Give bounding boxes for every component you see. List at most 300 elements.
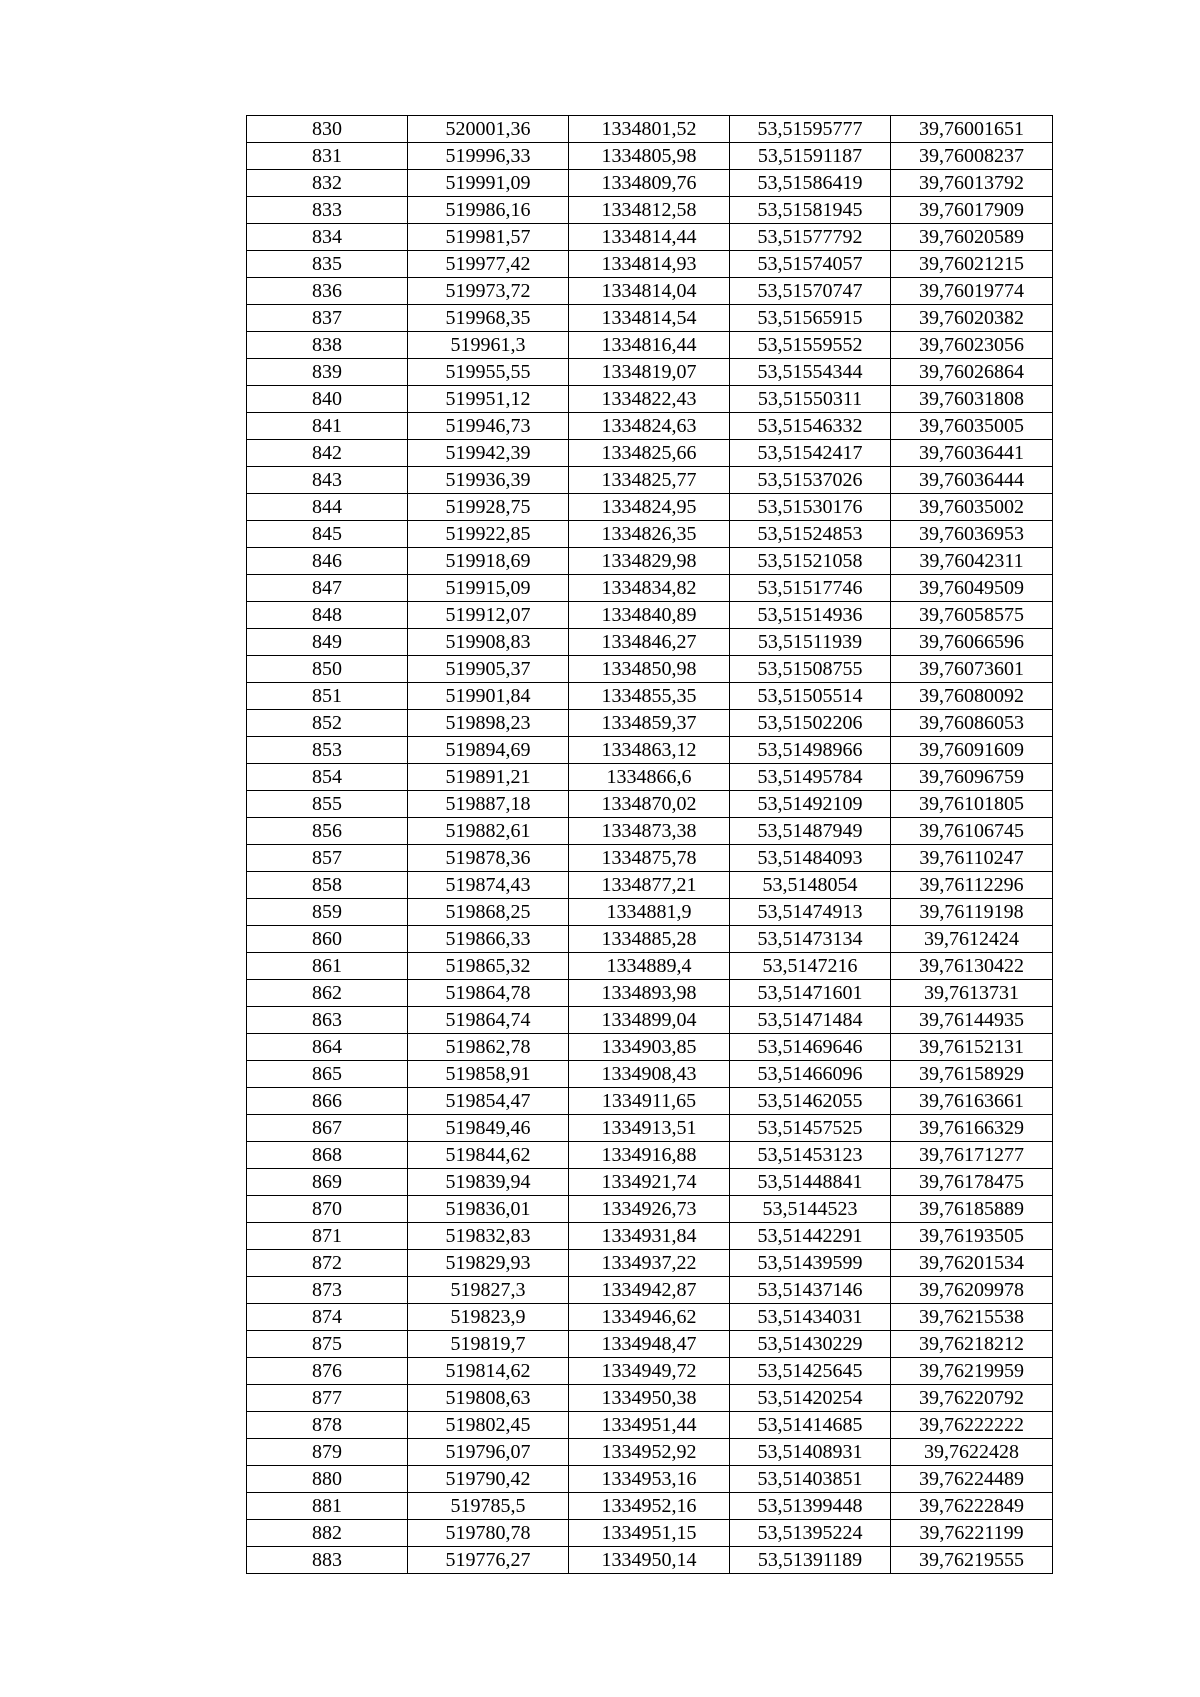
point-number-cell: 882: [247, 1520, 408, 1547]
x-coordinate-cell: 519973,72: [408, 278, 569, 305]
table-row: [247, 386, 1053, 413]
y-coordinate-cell: 1334850,98: [569, 656, 730, 683]
latitude-cell: 53,51425645: [730, 1358, 891, 1385]
point-number-cell: 872: [247, 1250, 408, 1277]
x-coordinate-cell: 519908,83: [408, 629, 569, 656]
x-coordinate-cell: 519865,32: [408, 953, 569, 980]
y-coordinate-cell: 1334855,35: [569, 683, 730, 710]
y-coordinate-cell: 1334950,14: [569, 1547, 730, 1574]
table-row: [247, 1547, 1053, 1574]
latitude-cell: 53,51474913: [730, 899, 891, 926]
table-row: [247, 467, 1053, 494]
point-number-cell: 833: [247, 197, 408, 224]
coordinates-table: [246, 115, 1053, 1574]
table-row: [247, 305, 1053, 332]
point-number-cell: 835: [247, 251, 408, 278]
table-row: [247, 1358, 1053, 1385]
latitude-cell: 53,51414685: [730, 1412, 891, 1439]
x-coordinate-cell: 519866,33: [408, 926, 569, 953]
longitude-cell: 39,76096759: [891, 764, 1053, 791]
table-row: [247, 1007, 1053, 1034]
y-coordinate-cell: 1334931,84: [569, 1223, 730, 1250]
point-number-cell: 870: [247, 1196, 408, 1223]
x-coordinate-cell: 519829,93: [408, 1250, 569, 1277]
latitude-cell: 53,5144523: [730, 1196, 891, 1223]
y-coordinate-cell: 1334870,02: [569, 791, 730, 818]
point-number-cell: 845: [247, 521, 408, 548]
latitude-cell: 53,51508755: [730, 656, 891, 683]
latitude-cell: 53,5148054: [730, 872, 891, 899]
point-number-cell: 879: [247, 1439, 408, 1466]
latitude-cell: 53,51420254: [730, 1385, 891, 1412]
x-coordinate-cell: 519928,75: [408, 494, 569, 521]
latitude-cell: 53,51448841: [730, 1169, 891, 1196]
latitude-cell: 53,51521058: [730, 548, 891, 575]
point-number-cell: 868: [247, 1142, 408, 1169]
x-coordinate-cell: 519882,61: [408, 818, 569, 845]
y-coordinate-cell: 1334948,47: [569, 1331, 730, 1358]
longitude-cell: 39,76017909: [891, 197, 1053, 224]
longitude-cell: 39,76020589: [891, 224, 1053, 251]
x-coordinate-cell: 519862,78: [408, 1034, 569, 1061]
table-row: [247, 1493, 1053, 1520]
x-coordinate-cell: 519898,23: [408, 710, 569, 737]
latitude-cell: 53,51550311: [730, 386, 891, 413]
x-coordinate-cell: 519796,07: [408, 1439, 569, 1466]
latitude-cell: 53,51554344: [730, 359, 891, 386]
table-row: [247, 251, 1053, 278]
longitude-cell: 39,76091609: [891, 737, 1053, 764]
latitude-cell: 53,51403851: [730, 1466, 891, 1493]
y-coordinate-cell: 1334814,04: [569, 278, 730, 305]
longitude-cell: 39,7612424: [891, 926, 1053, 953]
table-row: [247, 737, 1053, 764]
latitude-cell: 53,51498966: [730, 737, 891, 764]
table-row: [247, 1520, 1053, 1547]
y-coordinate-cell: 1334809,76: [569, 170, 730, 197]
table-row: [247, 1088, 1053, 1115]
table-row: [247, 980, 1053, 1007]
table-row: [247, 764, 1053, 791]
point-number-cell: 850: [247, 656, 408, 683]
longitude-cell: 39,76171277: [891, 1142, 1053, 1169]
point-number-cell: 853: [247, 737, 408, 764]
point-number-cell: 877: [247, 1385, 408, 1412]
x-coordinate-cell: 519991,09: [408, 170, 569, 197]
point-number-cell: 839: [247, 359, 408, 386]
longitude-cell: 39,76185889: [891, 1196, 1053, 1223]
table-row: [247, 170, 1053, 197]
table-row: [247, 332, 1053, 359]
latitude-cell: 53,51457525: [730, 1115, 891, 1142]
x-coordinate-cell: 519915,09: [408, 575, 569, 602]
point-number-cell: 837: [247, 305, 408, 332]
point-number-cell: 863: [247, 1007, 408, 1034]
longitude-cell: 39,76080092: [891, 683, 1053, 710]
latitude-cell: 53,51442291: [730, 1223, 891, 1250]
point-number-cell: 830: [247, 116, 408, 143]
longitude-cell: 39,76035005: [891, 413, 1053, 440]
y-coordinate-cell: 1334899,04: [569, 1007, 730, 1034]
table-row: [247, 1439, 1053, 1466]
latitude-cell: 53,51595777: [730, 116, 891, 143]
x-coordinate-cell: 519878,36: [408, 845, 569, 872]
longitude-cell: 39,76112296: [891, 872, 1053, 899]
point-number-cell: 836: [247, 278, 408, 305]
x-coordinate-cell: 519776,27: [408, 1547, 569, 1574]
point-number-cell: 880: [247, 1466, 408, 1493]
longitude-cell: 39,76020382: [891, 305, 1053, 332]
x-coordinate-cell: 519864,78: [408, 980, 569, 1007]
latitude-cell: 53,51473134: [730, 926, 891, 953]
longitude-cell: 39,76119198: [891, 899, 1053, 926]
latitude-cell: 53,51487949: [730, 818, 891, 845]
longitude-cell: 39,76110247: [891, 845, 1053, 872]
table-row: [247, 521, 1053, 548]
longitude-cell: 39,76215538: [891, 1304, 1053, 1331]
table-row: [247, 953, 1053, 980]
table-row: [247, 197, 1053, 224]
latitude-cell: 53,51462055: [730, 1088, 891, 1115]
y-coordinate-cell: 1334889,4: [569, 953, 730, 980]
latitude-cell: 53,51471484: [730, 1007, 891, 1034]
point-number-cell: 869: [247, 1169, 408, 1196]
y-coordinate-cell: 1334816,44: [569, 332, 730, 359]
table-row: [247, 791, 1053, 818]
latitude-cell: 53,5147216: [730, 953, 891, 980]
longitude-cell: 39,76021215: [891, 251, 1053, 278]
point-number-cell: 841: [247, 413, 408, 440]
x-coordinate-cell: 519836,01: [408, 1196, 569, 1223]
y-coordinate-cell: 1334846,27: [569, 629, 730, 656]
point-number-cell: 867: [247, 1115, 408, 1142]
x-coordinate-cell: 520001,36: [408, 116, 569, 143]
x-coordinate-cell: 519874,43: [408, 872, 569, 899]
y-coordinate-cell: 1334951,44: [569, 1412, 730, 1439]
latitude-cell: 53,51484093: [730, 845, 891, 872]
x-coordinate-cell: 519986,16: [408, 197, 569, 224]
latitude-cell: 53,51542417: [730, 440, 891, 467]
y-coordinate-cell: 1334946,62: [569, 1304, 730, 1331]
table-row: [247, 1142, 1053, 1169]
y-coordinate-cell: 1334826,35: [569, 521, 730, 548]
latitude-cell: 53,51399448: [730, 1493, 891, 1520]
latitude-cell: 53,51524853: [730, 521, 891, 548]
y-coordinate-cell: 1334952,16: [569, 1493, 730, 1520]
y-coordinate-cell: 1334834,82: [569, 575, 730, 602]
x-coordinate-cell: 519887,18: [408, 791, 569, 818]
x-coordinate-cell: 519819,7: [408, 1331, 569, 1358]
longitude-cell: 39,76221199: [891, 1520, 1053, 1547]
latitude-cell: 53,51514936: [730, 602, 891, 629]
y-coordinate-cell: 1334950,38: [569, 1385, 730, 1412]
y-coordinate-cell: 1334863,12: [569, 737, 730, 764]
y-coordinate-cell: 1334819,07: [569, 359, 730, 386]
x-coordinate-cell: 519912,07: [408, 602, 569, 629]
point-number-cell: 883: [247, 1547, 408, 1574]
x-coordinate-cell: 519951,12: [408, 386, 569, 413]
x-coordinate-cell: 519823,9: [408, 1304, 569, 1331]
point-number-cell: 840: [247, 386, 408, 413]
y-coordinate-cell: 1334911,65: [569, 1088, 730, 1115]
x-coordinate-cell: 519849,46: [408, 1115, 569, 1142]
point-number-cell: 857: [247, 845, 408, 872]
table-row: [247, 143, 1053, 170]
longitude-cell: 39,76049509: [891, 575, 1053, 602]
y-coordinate-cell: 1334840,89: [569, 602, 730, 629]
longitude-cell: 39,76178475: [891, 1169, 1053, 1196]
y-coordinate-cell: 1334893,98: [569, 980, 730, 1007]
latitude-cell: 53,51466096: [730, 1061, 891, 1088]
y-coordinate-cell: 1334829,98: [569, 548, 730, 575]
table-row: [247, 926, 1053, 953]
longitude-cell: 39,76222849: [891, 1493, 1053, 1520]
latitude-cell: 53,51434031: [730, 1304, 891, 1331]
y-coordinate-cell: 1334877,21: [569, 872, 730, 899]
point-number-cell: 861: [247, 953, 408, 980]
table-row: [247, 413, 1053, 440]
latitude-cell: 53,51581945: [730, 197, 891, 224]
latitude-cell: 53,51577792: [730, 224, 891, 251]
point-number-cell: 832: [247, 170, 408, 197]
y-coordinate-cell: 1334949,72: [569, 1358, 730, 1385]
latitude-cell: 53,51395224: [730, 1520, 891, 1547]
x-coordinate-cell: 519955,55: [408, 359, 569, 386]
table-row: [247, 1412, 1053, 1439]
latitude-cell: 53,51439599: [730, 1250, 891, 1277]
table-row: [247, 683, 1053, 710]
x-coordinate-cell: 519864,74: [408, 1007, 569, 1034]
table-row: [247, 1169, 1053, 1196]
x-coordinate-cell: 519936,39: [408, 467, 569, 494]
longitude-cell: 39,76036441: [891, 440, 1053, 467]
point-number-cell: 831: [247, 143, 408, 170]
x-coordinate-cell: 519790,42: [408, 1466, 569, 1493]
point-number-cell: 875: [247, 1331, 408, 1358]
longitude-cell: 39,7622428: [891, 1439, 1053, 1466]
table-row: [247, 1385, 1053, 1412]
latitude-cell: 53,51495784: [730, 764, 891, 791]
point-number-cell: 878: [247, 1412, 408, 1439]
longitude-cell: 39,76209978: [891, 1277, 1053, 1304]
longitude-cell: 39,76019774: [891, 278, 1053, 305]
table-row: [247, 548, 1053, 575]
latitude-cell: 53,51537026: [730, 467, 891, 494]
latitude-cell: 53,51574057: [730, 251, 891, 278]
point-number-cell: 856: [247, 818, 408, 845]
x-coordinate-cell: 519905,37: [408, 656, 569, 683]
x-coordinate-cell: 519922,85: [408, 521, 569, 548]
x-coordinate-cell: 519894,69: [408, 737, 569, 764]
latitude-cell: 53,51559552: [730, 332, 891, 359]
longitude-cell: 39,7613731: [891, 980, 1053, 1007]
longitude-cell: 39,76036444: [891, 467, 1053, 494]
table-row: [247, 899, 1053, 926]
y-coordinate-cell: 1334885,28: [569, 926, 730, 953]
longitude-cell: 39,76073601: [891, 656, 1053, 683]
y-coordinate-cell: 1334873,38: [569, 818, 730, 845]
table-row: [247, 1115, 1053, 1142]
x-coordinate-cell: 519785,5: [408, 1493, 569, 1520]
longitude-cell: 39,76008237: [891, 143, 1053, 170]
table-row: [247, 710, 1053, 737]
y-coordinate-cell: 1334825,77: [569, 467, 730, 494]
longitude-cell: 39,76219555: [891, 1547, 1053, 1574]
latitude-cell: 53,51530176: [730, 494, 891, 521]
y-coordinate-cell: 1334937,22: [569, 1250, 730, 1277]
point-number-cell: 846: [247, 548, 408, 575]
x-coordinate-cell: 519844,62: [408, 1142, 569, 1169]
y-coordinate-cell: 1334814,44: [569, 224, 730, 251]
y-coordinate-cell: 1334903,85: [569, 1034, 730, 1061]
x-coordinate-cell: 519918,69: [408, 548, 569, 575]
longitude-cell: 39,76035002: [891, 494, 1053, 521]
latitude-cell: 53,51453123: [730, 1142, 891, 1169]
y-coordinate-cell: 1334812,58: [569, 197, 730, 224]
latitude-cell: 53,51502206: [730, 710, 891, 737]
x-coordinate-cell: 519981,57: [408, 224, 569, 251]
longitude-cell: 39,76013792: [891, 170, 1053, 197]
x-coordinate-cell: 519854,47: [408, 1088, 569, 1115]
point-number-cell: 855: [247, 791, 408, 818]
y-coordinate-cell: 1334824,95: [569, 494, 730, 521]
longitude-cell: 39,76144935: [891, 1007, 1053, 1034]
longitude-cell: 39,76101805: [891, 791, 1053, 818]
point-number-cell: 848: [247, 602, 408, 629]
latitude-cell: 53,51471601: [730, 980, 891, 1007]
point-number-cell: 834: [247, 224, 408, 251]
latitude-cell: 53,51391189: [730, 1547, 891, 1574]
table-row: [247, 818, 1053, 845]
longitude-cell: 39,76224489: [891, 1466, 1053, 1493]
y-coordinate-cell: 1334814,54: [569, 305, 730, 332]
longitude-cell: 39,76166329: [891, 1115, 1053, 1142]
y-coordinate-cell: 1334866,6: [569, 764, 730, 791]
y-coordinate-cell: 1334913,51: [569, 1115, 730, 1142]
y-coordinate-cell: 1334951,15: [569, 1520, 730, 1547]
point-number-cell: 852: [247, 710, 408, 737]
table-row: [247, 1196, 1053, 1223]
y-coordinate-cell: 1334952,92: [569, 1439, 730, 1466]
latitude-cell: 53,51437146: [730, 1277, 891, 1304]
point-number-cell: 854: [247, 764, 408, 791]
x-coordinate-cell: 519868,25: [408, 899, 569, 926]
y-coordinate-cell: 1334921,74: [569, 1169, 730, 1196]
table-row: [247, 629, 1053, 656]
longitude-cell: 39,76130422: [891, 953, 1053, 980]
x-coordinate-cell: 519839,94: [408, 1169, 569, 1196]
y-coordinate-cell: 1334916,88: [569, 1142, 730, 1169]
y-coordinate-cell: 1334805,98: [569, 143, 730, 170]
latitude-cell: 53,51511939: [730, 629, 891, 656]
table-row: [247, 1466, 1053, 1493]
table-row: [247, 602, 1053, 629]
latitude-cell: 53,51591187: [730, 143, 891, 170]
y-coordinate-cell: 1334801,52: [569, 116, 730, 143]
longitude-cell: 39,76036953: [891, 521, 1053, 548]
point-number-cell: 862: [247, 980, 408, 1007]
point-number-cell: 865: [247, 1061, 408, 1088]
longitude-cell: 39,76163661: [891, 1088, 1053, 1115]
latitude-cell: 53,51517746: [730, 575, 891, 602]
longitude-cell: 39,76106745: [891, 818, 1053, 845]
table-row: [247, 359, 1053, 386]
table-row: [247, 494, 1053, 521]
table-row: [247, 278, 1053, 305]
point-number-cell: 871: [247, 1223, 408, 1250]
table-row: [247, 1304, 1053, 1331]
longitude-cell: 39,76219959: [891, 1358, 1053, 1385]
y-coordinate-cell: 1334926,73: [569, 1196, 730, 1223]
point-number-cell: 866: [247, 1088, 408, 1115]
point-number-cell: 847: [247, 575, 408, 602]
point-number-cell: 860: [247, 926, 408, 953]
longitude-cell: 39,76158929: [891, 1061, 1053, 1088]
longitude-cell: 39,76042311: [891, 548, 1053, 575]
x-coordinate-cell: 519891,21: [408, 764, 569, 791]
x-coordinate-cell: 519808,63: [408, 1385, 569, 1412]
longitude-cell: 39,76058575: [891, 602, 1053, 629]
latitude-cell: 53,51469646: [730, 1034, 891, 1061]
longitude-cell: 39,76031808: [891, 386, 1053, 413]
x-coordinate-cell: 519968,35: [408, 305, 569, 332]
latitude-cell: 53,51505514: [730, 683, 891, 710]
y-coordinate-cell: 1334814,93: [569, 251, 730, 278]
latitude-cell: 53,51570747: [730, 278, 891, 305]
longitude-cell: 39,76218212: [891, 1331, 1053, 1358]
y-coordinate-cell: 1334825,66: [569, 440, 730, 467]
y-coordinate-cell: 1334824,63: [569, 413, 730, 440]
x-coordinate-cell: 519827,3: [408, 1277, 569, 1304]
y-coordinate-cell: 1334908,43: [569, 1061, 730, 1088]
longitude-cell: 39,76086053: [891, 710, 1053, 737]
point-number-cell: 874: [247, 1304, 408, 1331]
longitude-cell: 39,76023056: [891, 332, 1053, 359]
x-coordinate-cell: 519780,78: [408, 1520, 569, 1547]
point-number-cell: 842: [247, 440, 408, 467]
x-coordinate-cell: 519942,39: [408, 440, 569, 467]
longitude-cell: 39,76220792: [891, 1385, 1053, 1412]
x-coordinate-cell: 519901,84: [408, 683, 569, 710]
point-number-cell: 851: [247, 683, 408, 710]
y-coordinate-cell: 1334859,37: [569, 710, 730, 737]
y-coordinate-cell: 1334942,87: [569, 1277, 730, 1304]
longitude-cell: 39,76193505: [891, 1223, 1053, 1250]
x-coordinate-cell: 519814,62: [408, 1358, 569, 1385]
table-row: [247, 1034, 1053, 1061]
point-number-cell: 838: [247, 332, 408, 359]
longitude-cell: 39,76152131: [891, 1034, 1053, 1061]
table-row: [247, 224, 1053, 251]
x-coordinate-cell: 519802,45: [408, 1412, 569, 1439]
table-row: [247, 872, 1053, 899]
latitude-cell: 53,51546332: [730, 413, 891, 440]
y-coordinate-cell: 1334953,16: [569, 1466, 730, 1493]
point-number-cell: 876: [247, 1358, 408, 1385]
latitude-cell: 53,51408931: [730, 1439, 891, 1466]
table-row: [247, 1061, 1053, 1088]
point-number-cell: 881: [247, 1493, 408, 1520]
x-coordinate-cell: 519961,3: [408, 332, 569, 359]
table-row: [247, 575, 1053, 602]
table-row: [247, 656, 1053, 683]
latitude-cell: 53,51492109: [730, 791, 891, 818]
table-row: [247, 1277, 1053, 1304]
point-number-cell: 858: [247, 872, 408, 899]
x-coordinate-cell: 519977,42: [408, 251, 569, 278]
point-number-cell: 859: [247, 899, 408, 926]
y-coordinate-cell: 1334822,43: [569, 386, 730, 413]
